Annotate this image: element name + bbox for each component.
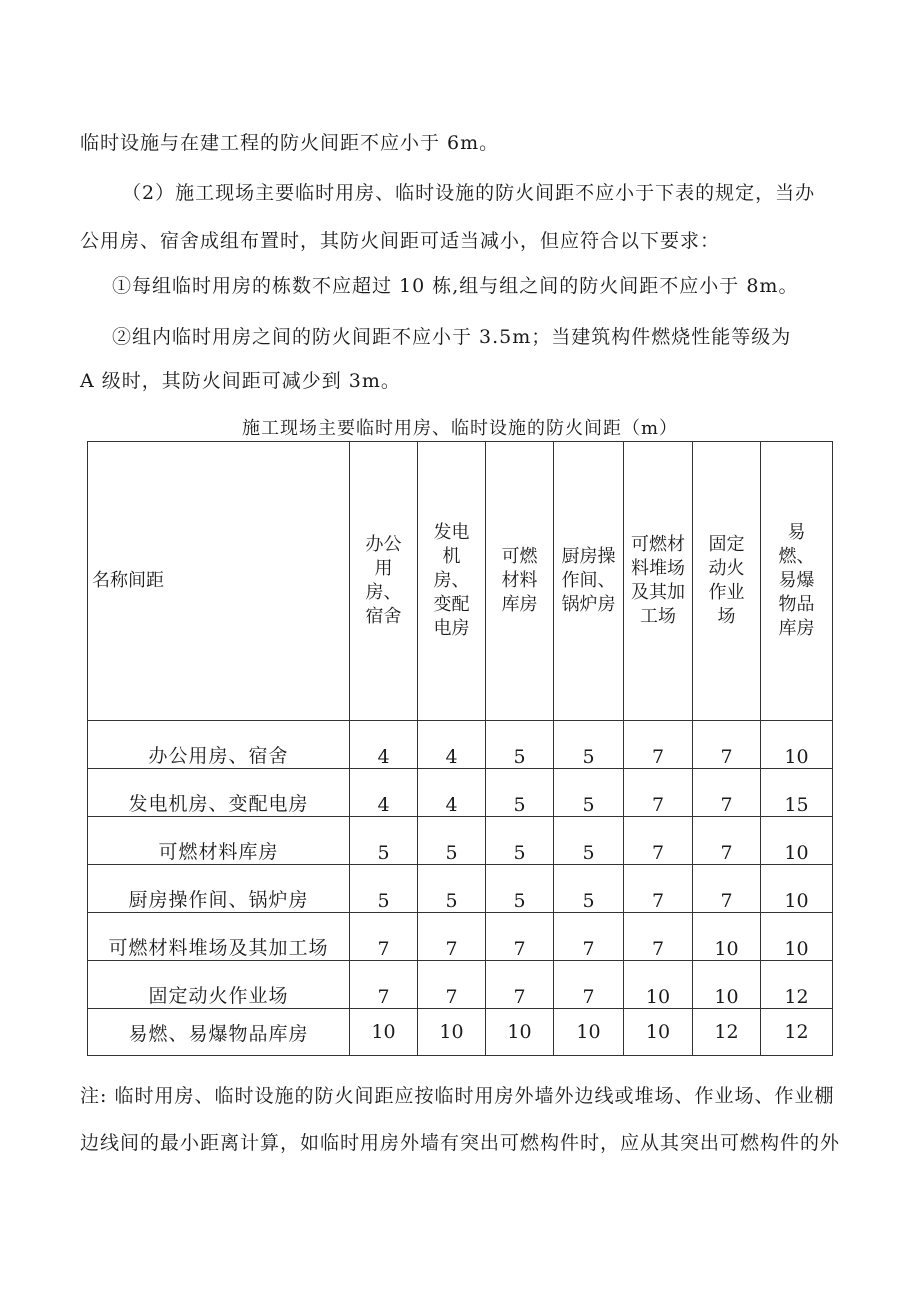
table-cell: 5 — [350, 865, 418, 913]
table-cell: 12 — [761, 961, 833, 1009]
paragraph-2-line-1: （2）施工现场主要临时用房、临时设施的防火间距不应小于下表的规定，当办 — [122, 182, 816, 204]
table-cell: 10 — [693, 961, 761, 1009]
table-cell: 7 — [350, 913, 418, 961]
paragraph-requirement-2-line-1: ②组内临时用房之间的防火间距不应小于 3.5m；当建筑构件燃烧性能等级为 — [112, 326, 792, 348]
paragraph-2-line-2: 公用房、宿舍成组布置时，其防火间距可适当减小，但应符合以下要求： — [80, 230, 721, 252]
column-header-combustible-yard: 可燃材 料堆场 及其加 工场 — [624, 442, 693, 721]
row-label: 发电机房、变配电房 — [88, 769, 350, 817]
table-row — [88, 769, 833, 817]
table-cell: 7 — [693, 865, 761, 913]
row-label: 可燃材料库房 — [88, 817, 350, 865]
table-cell: 4 — [350, 769, 418, 817]
table-cell: 7 — [624, 865, 693, 913]
table-cell: 15 — [761, 769, 833, 817]
table-cell: 5 — [486, 817, 554, 865]
table-cell: 7 — [624, 769, 693, 817]
note-line-2: 边线间的最小距离计算，如临时用房外墙有突出可燃构件时，应从其突出可燃构件的外 — [80, 1132, 841, 1154]
column-header-kitchen-boiler: 厨房操 作间、 锅炉房 — [554, 442, 624, 721]
table-cell: 10 — [761, 817, 833, 865]
table-row — [88, 1009, 833, 1056]
table-cell: 7 — [693, 817, 761, 865]
row-label: 固定动火作业场 — [88, 961, 350, 1009]
table-cell: 7 — [486, 913, 554, 961]
table-cell: 4 — [350, 721, 418, 769]
column-header-combustible-warehouse: 可燃 材料 库房 — [486, 442, 554, 721]
table-cell: 7 — [418, 913, 486, 961]
note-line-1: 注: 临时用房、临时设施的防火间距应按临时用房外墙外边线或堆场、作业场、作业棚 — [80, 1085, 835, 1107]
table-cell: 10 — [693, 913, 761, 961]
row-label: 办公用房、宿舍 — [88, 721, 350, 769]
table-cell: 4 — [418, 721, 486, 769]
table-cell: 5 — [554, 817, 624, 865]
row-label: 可燃材料堆场及其加工场 — [88, 913, 350, 961]
table-row — [88, 817, 833, 865]
table-row — [88, 913, 833, 961]
table-cell: 10 — [486, 1009, 554, 1056]
table-caption: 施工现场主要临时用房、临时设施的防火间距（m） — [241, 418, 679, 439]
column-header-office-dormitory: 办公 用 房、 宿舍 — [350, 442, 418, 721]
column-header-generator-room: 发电 机 房、 变配 电房 — [418, 442, 486, 721]
table-cell: 7 — [486, 961, 554, 1009]
fire-distance-table — [87, 441, 833, 1056]
table-cell: 10 — [761, 721, 833, 769]
table-cell: 7 — [624, 721, 693, 769]
table-cell: 10 — [624, 1009, 693, 1056]
table-cell: 4 — [418, 769, 486, 817]
table-cell: 10 — [761, 865, 833, 913]
paragraph-fire-distance-construction: 临时设施与在建工程的防火间距不应小于 6m。 — [80, 132, 500, 154]
paragraph-requirement-1: ①每组临时用房的栋数不应超过 10 栋,组与组之间的防火间距不应小于 8m。 — [112, 275, 799, 297]
row-label: 易燃、易爆物品库房 — [88, 1009, 350, 1056]
table-cell: 12 — [693, 1009, 761, 1056]
table-row — [88, 961, 833, 1009]
table-cell: 10 — [350, 1009, 418, 1056]
corner-header: 名称间距 — [88, 442, 350, 721]
table-cell: 10 — [761, 913, 833, 961]
table-cell: 7 — [350, 961, 418, 1009]
table-cell: 7 — [554, 961, 624, 1009]
table-cell: 5 — [554, 769, 624, 817]
table-cell: 7 — [693, 721, 761, 769]
table-cell: 7 — [624, 913, 693, 961]
table-cell: 7 — [693, 769, 761, 817]
table-cell: 12 — [761, 1009, 833, 1056]
table-cell: 10 — [418, 1009, 486, 1056]
table-header-row — [88, 442, 833, 721]
table-cell: 5 — [486, 721, 554, 769]
table-cell: 7 — [418, 961, 486, 1009]
table-cell: 5 — [554, 721, 624, 769]
table-cell: 7 — [624, 817, 693, 865]
column-header-explosive-warehouse: 易 燃、 易爆 物品 库房 — [761, 442, 833, 721]
table-cell: 5 — [418, 817, 486, 865]
paragraph-requirement-2-line-2: A 级时，其防火间距可减少到 3m。 — [80, 370, 401, 392]
table-row — [88, 721, 833, 769]
table-row — [88, 865, 833, 913]
table-cell: 5 — [486, 865, 554, 913]
column-header-hot-work-site: 固定 动火 作业 场 — [693, 442, 761, 721]
table-cell: 7 — [554, 913, 624, 961]
table-cell: 5 — [418, 865, 486, 913]
table-cell: 5 — [554, 865, 624, 913]
table-cell: 5 — [486, 769, 554, 817]
table-cell: 5 — [350, 817, 418, 865]
table-cell: 10 — [624, 961, 693, 1009]
row-label: 厨房操作间、锅炉房 — [88, 865, 350, 913]
table-cell: 10 — [554, 1009, 624, 1056]
